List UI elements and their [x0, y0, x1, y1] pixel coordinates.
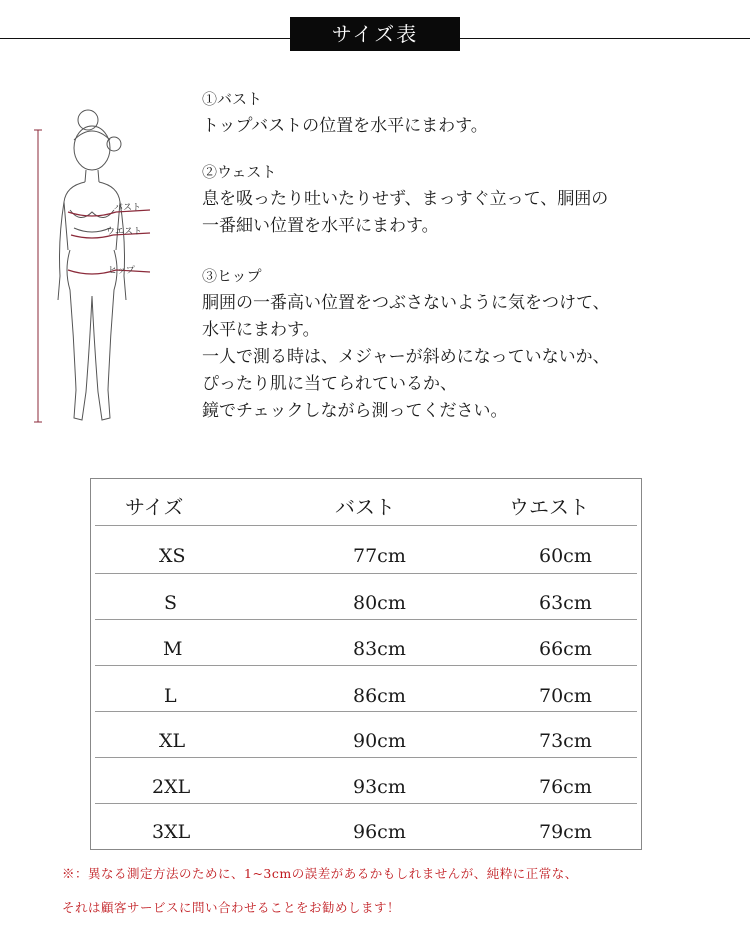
table-divider [95, 711, 637, 712]
bust-cell: 90cm [353, 730, 406, 752]
section-bust [202, 86, 488, 140]
section-waist [202, 159, 608, 240]
section-waist-line: 一番細い位置を水平にまわす。 [202, 216, 439, 236]
waist-cell: 76cm [539, 776, 592, 798]
body-outline-icon [30, 100, 170, 460]
waist-cell: 79cm [539, 821, 592, 843]
table-divider [95, 525, 637, 526]
figure-label-bust: バスト [114, 203, 142, 213]
bust-cell: 96cm [353, 821, 406, 843]
section-waist-heading: ②ウェスト [202, 163, 277, 181]
bust-cell: 80cm [353, 592, 406, 614]
table-divider [95, 665, 637, 666]
table-divider [95, 757, 637, 758]
section-hip-line: 鏡でチェックしながら測ってください。 [202, 401, 508, 421]
size-cell: L [164, 685, 177, 707]
header-size: サイズ [125, 495, 184, 519]
title-rule-right [460, 38, 750, 39]
figure-label-waist: ウエスト [106, 227, 143, 237]
bust-cell: 83cm [353, 638, 406, 660]
disclaimer-note-line: それは顧客サービスに問い合わせることをお勧めします！ [62, 900, 401, 915]
section-hip-line: 水平にまわす。 [202, 320, 320, 340]
table-divider [95, 619, 637, 620]
header-bust: バスト [335, 495, 395, 519]
disclaimer-note-line: ※：異なる測定方法のために、1~3cmの誤差があるかもしれませんが、純粋に正常な、 [62, 866, 578, 881]
title-rule-left [0, 38, 290, 39]
size-cell: XL [159, 730, 186, 752]
section-hip-heading: ③ヒップ [202, 267, 262, 285]
section-hip-line: ぴったり肌に当てられているか、 [202, 374, 457, 394]
waist-cell: 60cm [539, 545, 592, 567]
section-bust-line: トップバストの位置を水平にまわす。 [202, 116, 488, 136]
section-bust-heading: ①バスト [202, 90, 263, 108]
waist-cell: 73cm [539, 730, 592, 752]
page-title: サイズ表 [290, 17, 460, 51]
waist-cell: 70cm [539, 685, 592, 707]
bust-cell: 86cm [353, 685, 406, 707]
size-cell: M [163, 638, 183, 660]
section-hip-line: 胴囲の一番高い位置をつぶさないように気をつけて、 [202, 293, 610, 313]
size-cell: XS [159, 545, 186, 567]
section-hip [202, 263, 610, 425]
bust-cell: 77cm [353, 545, 406, 567]
table-divider [95, 573, 637, 574]
body-measurement-figure [30, 100, 170, 460]
size-table [90, 478, 642, 850]
size-cell: S [164, 592, 178, 614]
bust-cell: 93cm [353, 776, 406, 798]
header-waist: ウエスト [509, 495, 589, 519]
section-waist-line: 息を吸ったり吐いたりせず、まっすぐ立って、胴囲の [202, 189, 609, 209]
waist-cell: 63cm [539, 592, 592, 614]
size-cell: 3XL [152, 821, 191, 843]
waist-cell: 66cm [539, 638, 592, 660]
section-hip-line: 一人で測る時は、メジャーが斜めになっていないか、 [202, 347, 610, 367]
table-divider [95, 803, 637, 804]
size-cell: 2XL [152, 776, 191, 798]
figure-label-hip: ヒップ [108, 266, 135, 276]
